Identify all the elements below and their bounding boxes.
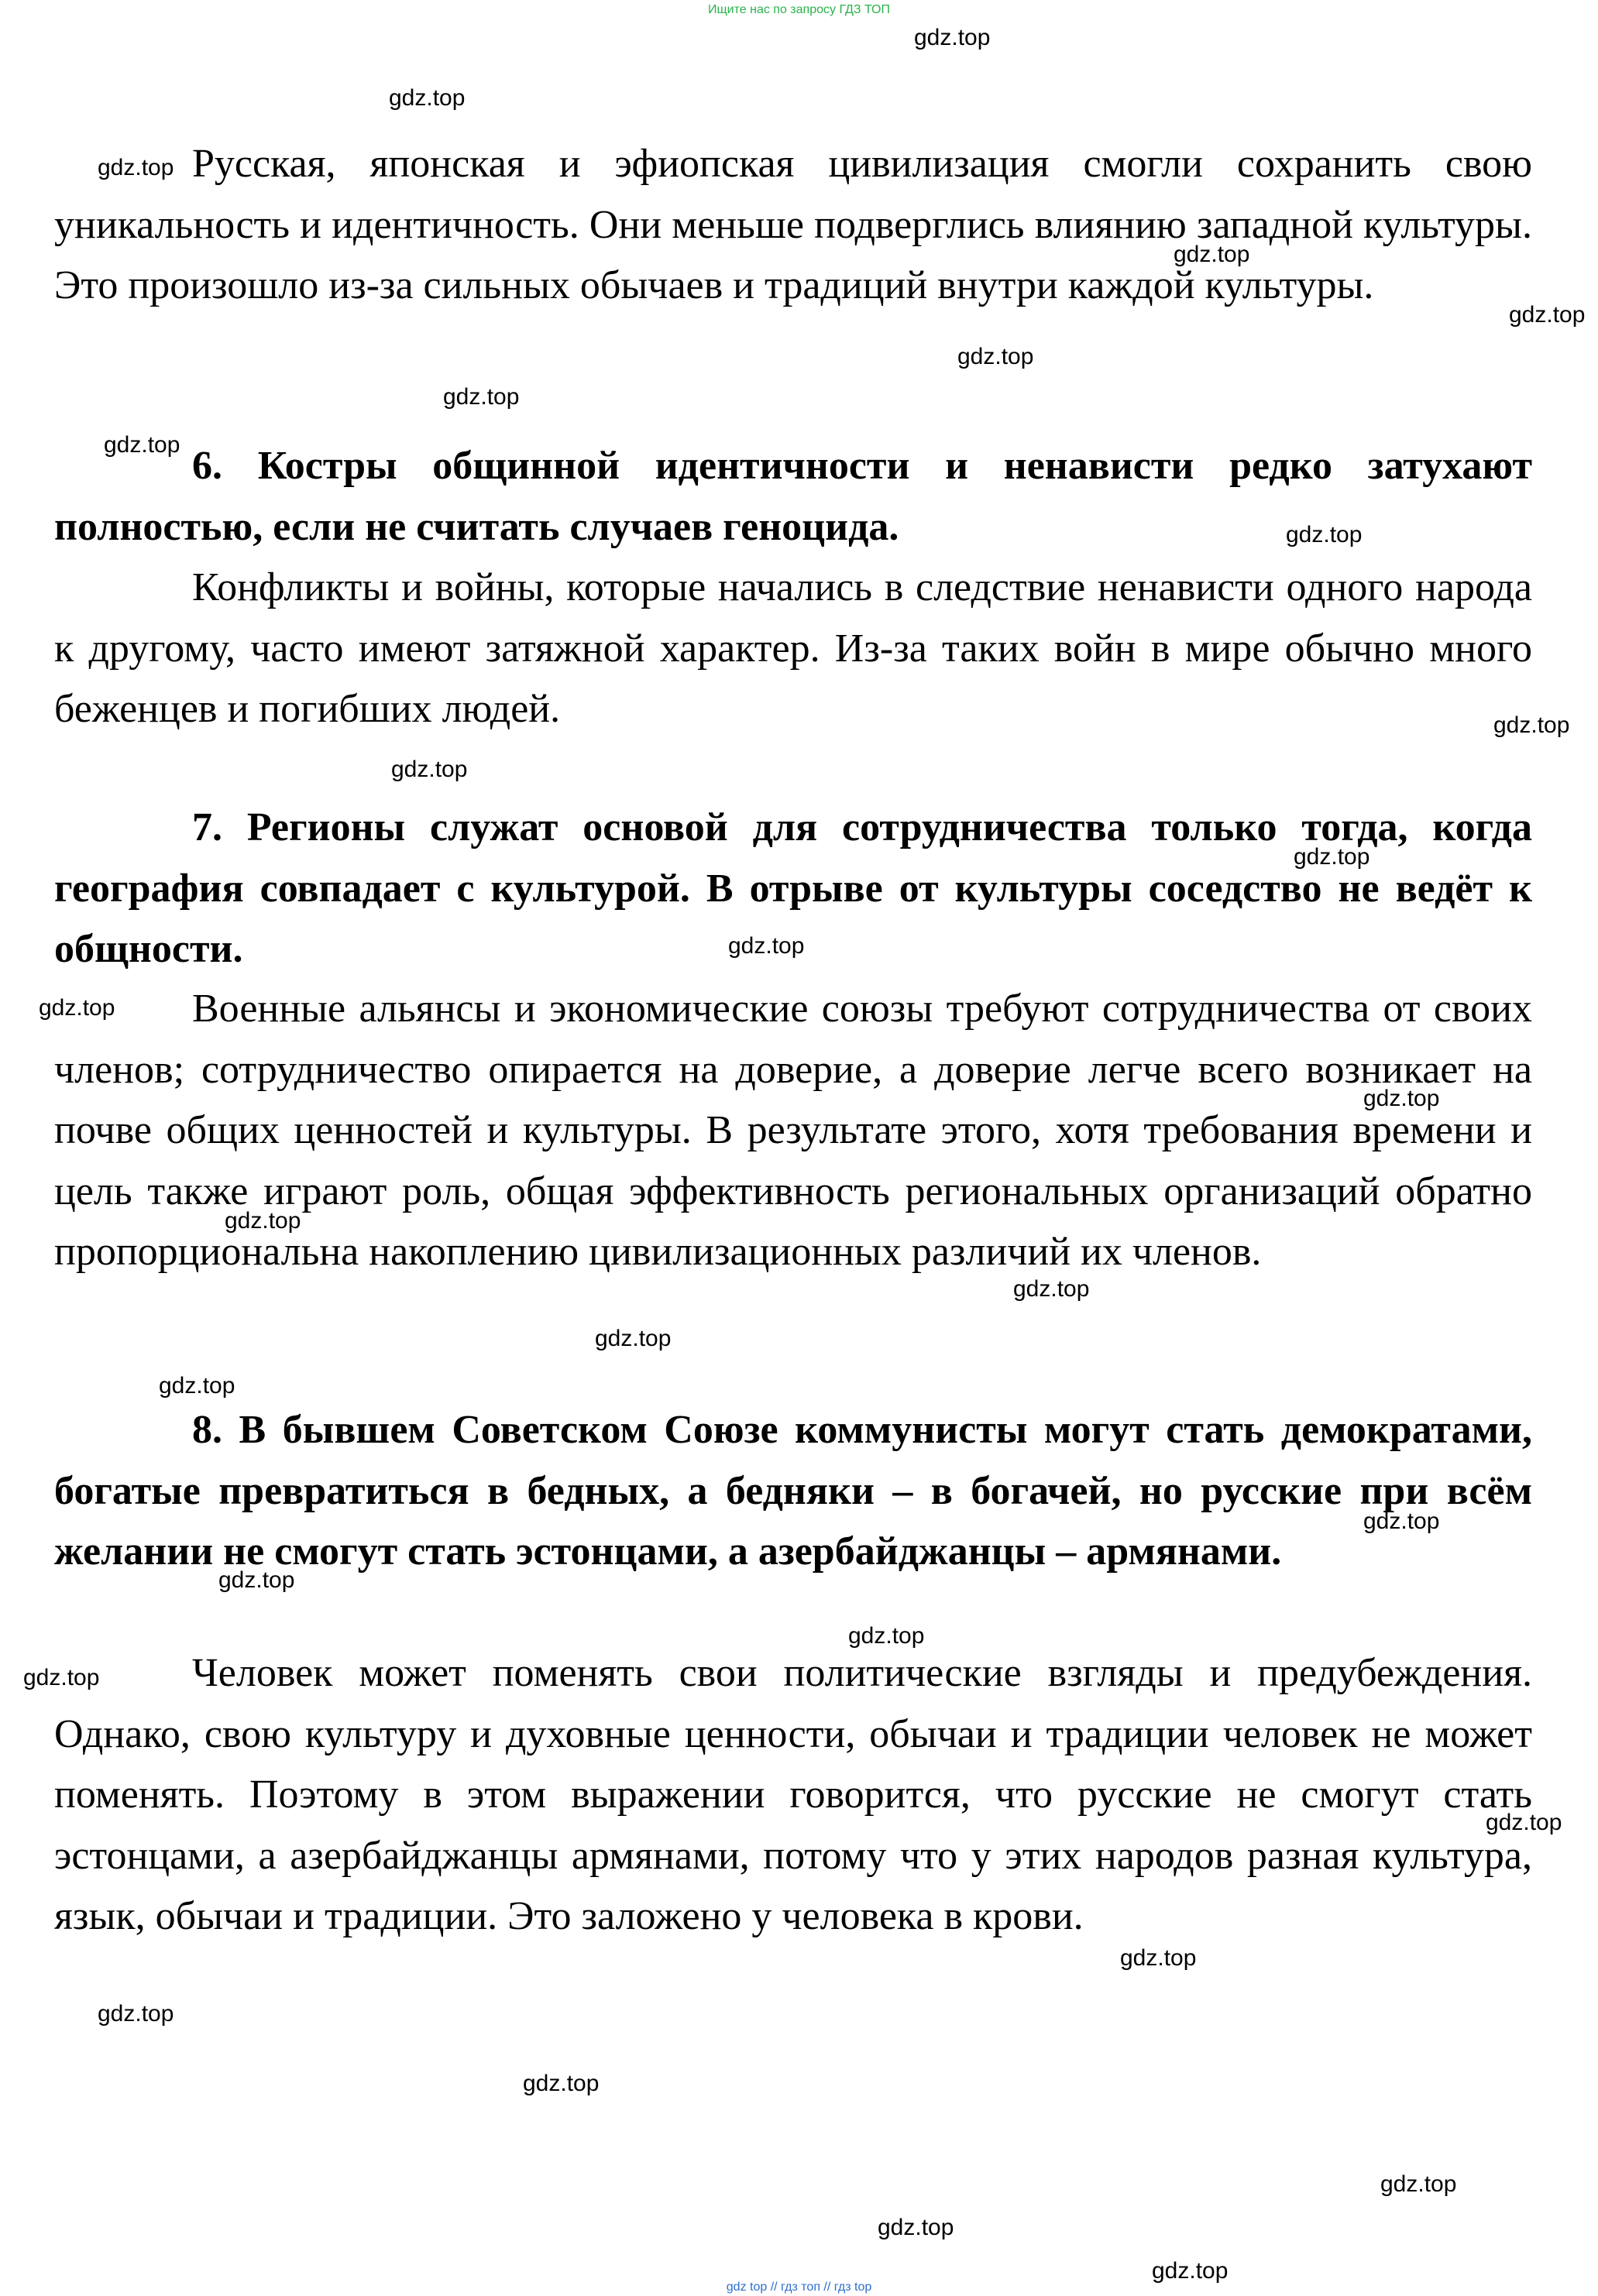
thesis-7: 7. Регионы служат основой для сотрудничества только тогда, когда география совпадает с культурой. В отрыве от культуры соседство не ведёт к общности. bbox=[54, 805, 1532, 971]
watermark: gdz.top bbox=[595, 1326, 672, 1351]
watermark: gdz.top bbox=[1380, 2171, 1457, 2197]
watermark: gdz.top bbox=[914, 25, 991, 50]
watermark: gdz.top bbox=[1286, 522, 1363, 547]
answer-paragraph-7: Военные альянсы и экономические союзы требуют сотрудничества от своих членов; сотрудничество опирается на доверие, а доверие легче всего возникает на почве общих ценностей и культуры. В результате этого, хотя требования времени и цель также играют роль, общая эффективность региональных организаций обратно пропорциональна накоплению цивилизационных различий их членов. bbox=[54, 987, 1532, 1274]
answer-paragraph-8: Человек может поменять свои политические взгляды и предубеждения. Однако, свою культуру и духовные ценности, обычаи и традиции человек не может поменять. Поэтому в этом выражении говорится, что русские не смогут стать эстонцами, а азербайджанцы армянами, потому что у этих народов разная культура, язык, обычаи и традиции. Это заложено у человека в крови. bbox=[54, 1651, 1532, 1938]
watermark: gdz.top bbox=[39, 995, 115, 1021]
watermark: gdz.top bbox=[1486, 1810, 1562, 1835]
thesis-8: 8. В бывшем Советском Союзе коммунисты могут стать демократами, богатые превратиться в бедных, а бедняки – в богачей, но русские при всём желании не смогут стать эстонцами, а азербайджанцы – армянами. bbox=[54, 1408, 1532, 1574]
watermark: gdz.top bbox=[848, 1623, 925, 1649]
answer-paragraph-6: Конфликты и войны, которые начались в следствие ненависти одного народа к другому, часто имеют затяжной характер. Из-за таких войн в мире обычно много беженцев и погибших людей. bbox=[54, 565, 1532, 731]
watermark: gdz.top bbox=[1152, 2258, 1229, 2284]
watermark: gdz.top bbox=[159, 1373, 235, 1399]
watermark: gdz.top bbox=[98, 155, 174, 180]
thesis-6: 6. Костры общинной идентичности и ненависти редко затухают полностью, если не считать случаев геноцида. bbox=[54, 444, 1532, 549]
watermark: gdz.top bbox=[389, 85, 466, 111]
watermark: gdz.top bbox=[1174, 242, 1250, 267]
watermark: gdz.top bbox=[1363, 1086, 1440, 1111]
watermark: gdz.top bbox=[1363, 1508, 1440, 1534]
watermark: gdz.top bbox=[391, 757, 468, 782]
watermark: gdz.top bbox=[1493, 712, 1570, 738]
watermark: gdz.top bbox=[23, 1665, 100, 1690]
watermark: gdz.top bbox=[728, 933, 805, 959]
search-hint: Ищите нас по запросу ГДЗ ТОП bbox=[708, 3, 890, 16]
watermark: gdz.top bbox=[443, 384, 520, 410]
footer-links: gdz top // гдз топ // гдз top bbox=[726, 2281, 872, 2294]
watermark: gdz.top bbox=[1120, 1945, 1197, 1971]
watermark: gdz.top bbox=[218, 1567, 295, 1593]
watermark: gdz.top bbox=[1509, 302, 1586, 328]
watermark: gdz.top bbox=[878, 2215, 954, 2240]
watermark: gdz.top bbox=[225, 1208, 301, 1234]
watermark: gdz.top bbox=[98, 2001, 174, 2027]
answer-paragraph-5: Русская, японская и эфиопская цивилизация смогли сохранить свою уникальность и идентичность. Они меньше подверглись влиянию западной культуры. Это произошло из-за сильных обычаев и традиций внутри каждой культуры. bbox=[54, 142, 1532, 307]
watermark: gdz.top bbox=[523, 2071, 600, 2096]
watermark: gdz.top bbox=[957, 344, 1034, 369]
watermark: gdz.top bbox=[1294, 844, 1370, 870]
watermark: gdz.top bbox=[104, 432, 180, 458]
watermark: gdz.top bbox=[1013, 1276, 1090, 1302]
